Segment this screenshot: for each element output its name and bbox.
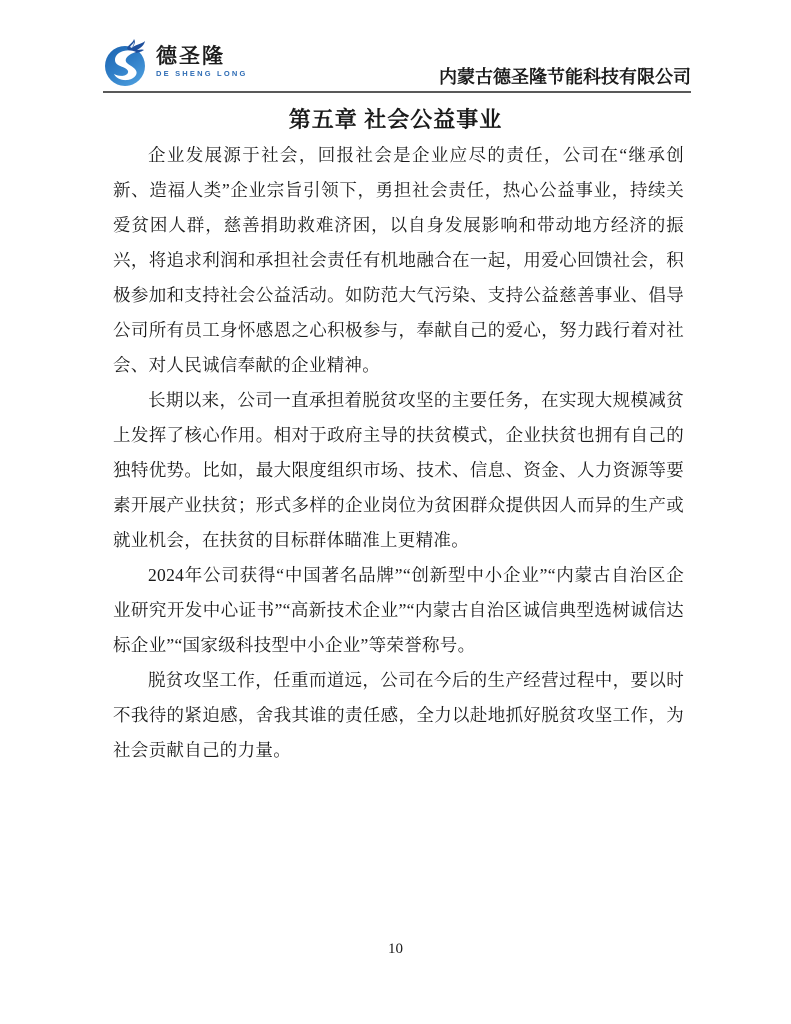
logo-name-cn: 德圣隆 — [156, 45, 225, 69]
document-body — [113, 138, 684, 768]
dragon-s-sphere-icon — [103, 36, 151, 88]
company-logo — [103, 36, 248, 88]
body-paragraph: 2024年公司获得“中国著名品牌”“创新型中小企业”“内蒙古自治区企业研究开发中心证书”“高新技术企业”“内蒙古自治区诚信典型选树诚信达标企业”“国家级科技型中小企业”等荣誉称号。 — [113, 565, 684, 655]
body-paragraph: 企业发展源于社会，回报社会是企业应尽的责任，公司在“继承创新、造福人类”企业宗旨引领下，勇担社会责任，热心公益事业，持续关爱贫困人群，慈善捐助救难济困，以自身发展影响和带动地方经济的振兴，将追求利润和承担社会责任有机地融合在一起，用爱心回馈社会，积极参加和支持社会公益活动。如防范大气污染、支持公益慈善事业、倡导公司所有员工身怀感恩之心积极参与，奉献自己的爱心，努力践行着对社会、对人民诚信奉献的企业精神。 — [113, 145, 684, 375]
page-header — [103, 36, 691, 93]
page-footer — [0, 941, 791, 958]
logo-name-en: DE SHENG LONG — [156, 69, 248, 79]
body-paragraph: 长期以来，公司一直承担着脱贫攻坚的主要任务，在实现大规模减贫上发挥了核心作用。相对于政府主导的扶贫模式，企业扶贫也拥有自己的独特优势。比如，最大限度组织市场、技术、信息、资金、人力资源等要素开展产业扶贫；形式多样的企业岗位为贫困群众提供因人而异的生产或就业机会，在扶贫的目标群体瞄准上更精准。 — [113, 390, 684, 550]
page-number: 10 — [388, 941, 403, 957]
body-paragraph: 脱贫攻坚工作，任重而道远，公司在今后的生产经营过程中，要以时不我待的紧迫感，舍我其谁的责任感，全力以赴地抓好脱贫攻坚工作，为社会贡献自己的力量。 — [113, 670, 684, 760]
chapter-title: 第五章 社会公益事业 — [288, 107, 503, 132]
logo-text — [156, 46, 248, 78]
header-company-name: 内蒙古德圣隆节能科技有限公司 — [439, 67, 691, 88]
